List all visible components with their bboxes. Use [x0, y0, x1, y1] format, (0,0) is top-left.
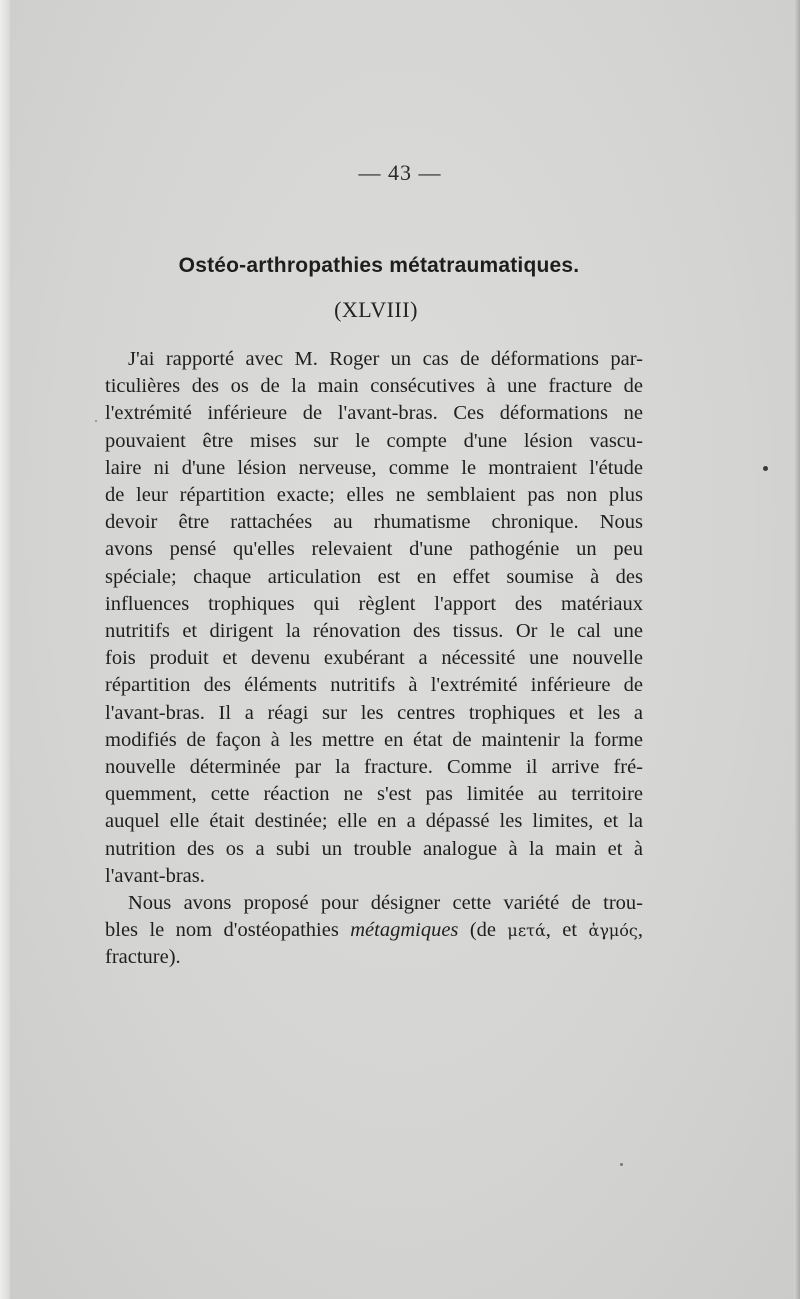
text-line: influences trophiques qui règlent l'apport des matériaux: [105, 592, 643, 615]
italic-term: métagmiques: [350, 919, 459, 942]
page-left-edge: [0, 0, 10, 1299]
text-line: fois produit et devenu exubérant a nécessité une nouvelle: [105, 647, 643, 670]
body-text: [105, 346, 643, 972]
paper-speck: [95, 420, 97, 422]
text-line: l'extrémité inférieure de l'avant-bras. Ces déformations ne: [105, 402, 643, 425]
text-line: auquel elle était destinée; elle en a dépassé les limites, et la: [105, 810, 643, 833]
text-fragment: bles le nom d'ostéopathies: [105, 919, 351, 942]
text-line: avons pensé qu'elles relevaient d'une pathogénie un peu: [105, 538, 643, 561]
text-line: quemment, cette réaction ne s'est pas limitée au territoire: [105, 783, 643, 806]
paper-speck: [763, 466, 768, 471]
text-line: l'avant-bras.: [105, 864, 205, 887]
text-line: [105, 917, 643, 944]
text-line: modifiés de façon à les mettre en état de maintenir la forme: [105, 728, 643, 751]
text-line: répartition des éléments nutritifs à l'extrémité inférieure de: [105, 674, 643, 697]
text-line: de leur répartition exacte; elles ne semblaient pas non plus: [105, 484, 643, 507]
text-fragment: ,: [637, 919, 644, 942]
text-fragment: (de: [458, 919, 508, 942]
text-line: nutritifs et dirigent la rénovation des tissus. Or le cal une: [105, 620, 643, 643]
page-right-edge: [794, 0, 800, 1299]
text-fragment: , et: [545, 919, 589, 942]
text-line: nouvelle déterminée par la fracture. Comme il arrive fré-: [105, 756, 643, 779]
section-reference: (XLVIII): [334, 297, 418, 322]
section-title: Ostéo-arthropathies métatraumatiques.: [178, 254, 580, 277]
greek-word: ἀγμός: [588, 921, 638, 941]
text-line: l'avant-bras. Il a réagi sur les centres trophiques et les a: [105, 701, 643, 724]
text-line: fracture).: [105, 946, 181, 969]
greek-word: μετά: [507, 921, 546, 941]
text-line: Nous avons proposé pour désigner cette variété de trou-: [128, 892, 643, 915]
paragraph-1: [105, 346, 643, 890]
text-line: ticulières des os de la main consécutives à une fracture de: [105, 375, 643, 398]
text-line: nutrition des os a subi un trouble analogue à la main et à: [105, 837, 643, 860]
text-line: spéciale; chaque articulation est en effet soumise à des: [105, 565, 643, 588]
text-line: devoir être rattachées au rhumatisme chronique. Nous: [105, 511, 643, 534]
text-line: J'ai rapporté avec M. Roger un cas de déformations par-: [128, 348, 643, 370]
text-line: laire ni d'une lésion nerveuse, comme le montraient l'étude: [105, 456, 643, 479]
page-number: — 43 —: [358, 160, 442, 185]
paragraph-2: [105, 890, 643, 972]
text-line: pouvaient être mises sur le compte d'une lésion vascu-: [105, 429, 643, 452]
paper-speck: [620, 1163, 623, 1166]
